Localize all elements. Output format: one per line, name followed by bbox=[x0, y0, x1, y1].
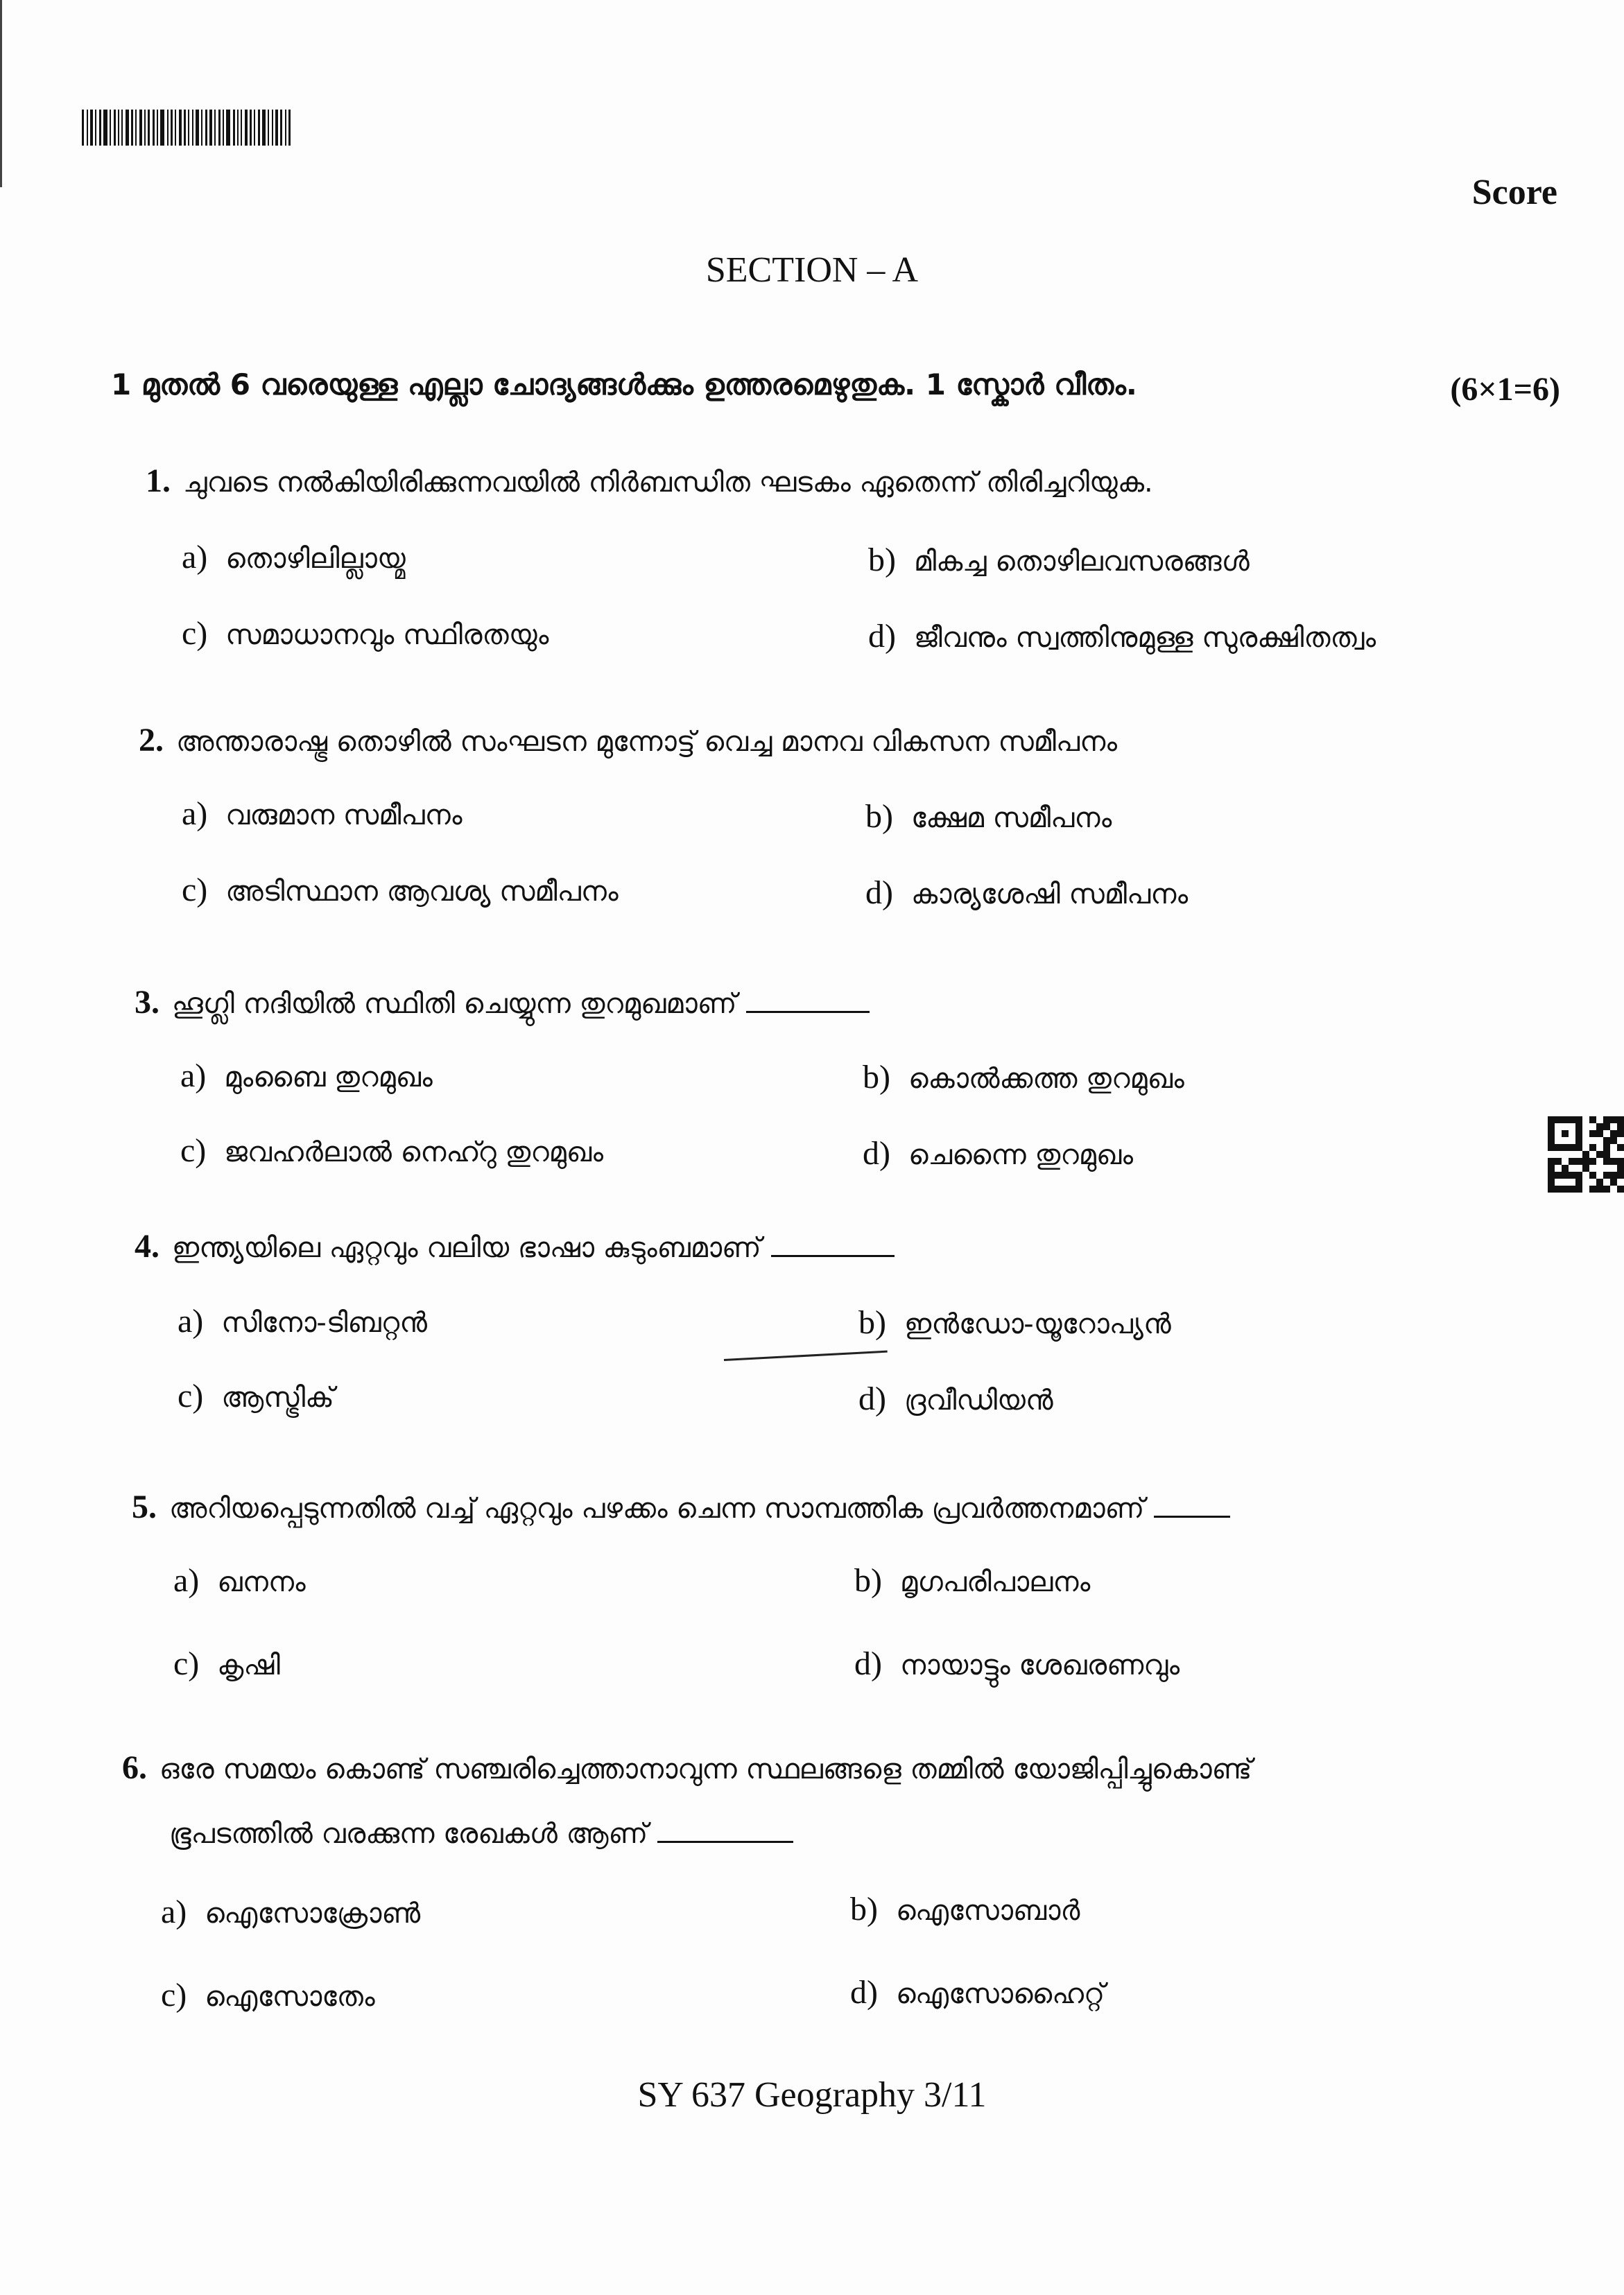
qr-module bbox=[1555, 1123, 1562, 1130]
question-text: ഇന്ത്യയിലെ ഏറ്റവും വലിയ ഭാഷാ കുടുംബമാണ് bbox=[172, 1232, 761, 1264]
option-letter: d) bbox=[863, 1135, 890, 1172]
option-letter: d) bbox=[850, 1974, 878, 2011]
option-letter: c) bbox=[173, 1645, 200, 1682]
barcode-bar bbox=[192, 110, 193, 146]
option-text: തൊഴിലില്ലായ്മ bbox=[225, 543, 406, 575]
barcode-bar bbox=[237, 110, 239, 146]
option-text: ഐസോഹൈറ്റ് bbox=[895, 1978, 1105, 2010]
qr-module bbox=[1562, 1137, 1569, 1144]
qr-module bbox=[1610, 1165, 1617, 1172]
qr-module bbox=[1596, 1123, 1603, 1130]
option-letter: c) bbox=[182, 872, 208, 908]
barcode-bar bbox=[275, 110, 278, 146]
option-2a bbox=[182, 795, 463, 833]
qr-module bbox=[1562, 1158, 1569, 1165]
option-1c bbox=[182, 614, 548, 652]
option-text: അടിസ്ഥാന ആവശ്യ സമീപനം bbox=[225, 876, 619, 908]
option-4b bbox=[858, 1304, 1171, 1342]
barcode-bar bbox=[121, 110, 123, 146]
qr-module bbox=[1617, 1123, 1624, 1130]
barcode-bar bbox=[272, 110, 273, 146]
qr-module bbox=[1596, 1179, 1603, 1186]
question-1 bbox=[146, 462, 1153, 500]
answer-blank bbox=[771, 1254, 895, 1257]
barcode-bar bbox=[95, 110, 96, 146]
qr-module bbox=[1575, 1179, 1582, 1186]
qr-module bbox=[1610, 1130, 1617, 1137]
qr-module bbox=[1569, 1186, 1575, 1193]
barcode-bar bbox=[258, 110, 260, 146]
barcode-bar bbox=[188, 110, 189, 146]
question-3 bbox=[135, 983, 870, 1021]
barcode-bar bbox=[167, 110, 169, 146]
section-title: SECTION – A bbox=[705, 250, 919, 290]
barcode-image bbox=[82, 110, 322, 146]
qr-module bbox=[1562, 1165, 1569, 1172]
qr-module bbox=[1575, 1116, 1582, 1123]
barcode-bar bbox=[241, 110, 242, 146]
qr-code-image bbox=[1548, 1116, 1624, 1193]
question-text-line2: ഭൂപടത്തിൽ വരക്കുന്ന രേഖകൾ ആണ് bbox=[169, 1818, 648, 1850]
option-3d bbox=[863, 1134, 1133, 1172]
qr-module bbox=[1548, 1116, 1555, 1123]
option-text: മൃഗപരിപാലനം bbox=[899, 1566, 1091, 1598]
option-letter: b) bbox=[858, 1304, 886, 1341]
qr-module bbox=[1555, 1144, 1562, 1151]
option-text: ഇൻഡോ-യൂറോപ്യൻ bbox=[904, 1308, 1171, 1340]
qr-module bbox=[1548, 1172, 1555, 1179]
barcode-bar bbox=[285, 110, 286, 146]
qr-module bbox=[1610, 1123, 1617, 1130]
barcode-bar bbox=[90, 110, 93, 146]
option-4c bbox=[178, 1377, 334, 1415]
qr-module bbox=[1555, 1165, 1562, 1172]
qr-module bbox=[1603, 1116, 1610, 1123]
option-letter: b) bbox=[863, 1059, 890, 1095]
qr-module bbox=[1603, 1172, 1610, 1179]
qr-module bbox=[1555, 1158, 1562, 1165]
qr-module bbox=[1548, 1130, 1555, 1137]
option-text: കാര്യശേഷി സമീപനം bbox=[910, 878, 1189, 910]
qr-module bbox=[1569, 1144, 1575, 1151]
barcode-bar bbox=[144, 110, 146, 146]
qr-module bbox=[1617, 1179, 1624, 1186]
qr-module bbox=[1603, 1158, 1610, 1165]
option-letter: d) bbox=[865, 874, 893, 911]
option-2d bbox=[865, 874, 1188, 912]
barcode-bar bbox=[157, 110, 158, 146]
qr-module bbox=[1603, 1137, 1610, 1144]
page-footer: SY 637 Geography 3/11 bbox=[637, 2075, 987, 2115]
qr-module bbox=[1575, 1151, 1582, 1158]
pen-underline-mark bbox=[724, 1351, 888, 1361]
option-letter: b) bbox=[854, 1562, 882, 1599]
barcode-bar bbox=[126, 110, 129, 146]
qr-module bbox=[1596, 1172, 1603, 1179]
barcode-bar bbox=[114, 110, 116, 146]
qr-module bbox=[1562, 1186, 1569, 1193]
barcode-bar bbox=[139, 110, 142, 146]
qr-module bbox=[1617, 1172, 1624, 1179]
option-text: ഐസോബാർ bbox=[895, 1895, 1080, 1927]
qr-module bbox=[1569, 1130, 1575, 1137]
qr-module bbox=[1562, 1151, 1569, 1158]
barcode-bar bbox=[214, 110, 216, 146]
qr-module bbox=[1555, 1137, 1562, 1144]
option-text: ക്ഷേമ സമീപനം bbox=[910, 802, 1112, 834]
qr-module bbox=[1596, 1151, 1603, 1158]
qr-module bbox=[1582, 1144, 1589, 1151]
option-text: ഐസോതേം bbox=[205, 1981, 375, 2013]
qr-module bbox=[1589, 1144, 1596, 1151]
qr-module bbox=[1610, 1179, 1617, 1186]
question-text: ചുവടെ നൽകിയിരിക്കുന്നവയിൽ നിർബന്ധിത ഘടകം ഏതെന്ന് തിരിച്ചറിയുക. bbox=[183, 467, 1153, 499]
qr-module bbox=[1589, 1158, 1596, 1165]
question-number: 5. bbox=[132, 1489, 157, 1525]
option-text: ദ്രവീഡിയൻ bbox=[904, 1385, 1053, 1417]
option-text: ഐസോക്രോൺ bbox=[205, 1898, 421, 1930]
option-text: മുംബൈ തുറമുഖം bbox=[224, 1062, 433, 1093]
qr-module bbox=[1589, 1172, 1596, 1179]
qr-module bbox=[1569, 1151, 1575, 1158]
qr-module bbox=[1548, 1165, 1555, 1172]
qr-module bbox=[1569, 1137, 1575, 1144]
barcode-bar bbox=[233, 110, 235, 146]
question-2 bbox=[139, 721, 1117, 759]
qr-module bbox=[1555, 1186, 1562, 1193]
qr-module bbox=[1610, 1137, 1617, 1144]
option-6c bbox=[161, 1976, 375, 2014]
option-text: സമാധാനവും സ്ഥിരതയും bbox=[225, 619, 549, 651]
qr-module bbox=[1617, 1186, 1624, 1193]
barcode-bar bbox=[160, 110, 164, 146]
barcode-bar bbox=[223, 110, 224, 146]
question-5 bbox=[132, 1488, 1230, 1526]
option-2b bbox=[865, 797, 1112, 835]
option-text: ജവഹർലാൽ നെഹ്റു തുറമുഖം bbox=[224, 1136, 603, 1168]
qr-module bbox=[1575, 1186, 1582, 1193]
barcode-bar bbox=[205, 110, 207, 146]
qr-module bbox=[1617, 1165, 1624, 1172]
qr-module bbox=[1562, 1179, 1569, 1186]
qr-module bbox=[1548, 1158, 1555, 1165]
barcode-bar bbox=[99, 110, 101, 146]
question-number: 4. bbox=[135, 1228, 159, 1265]
option-3b bbox=[863, 1058, 1184, 1096]
question-6 bbox=[122, 1749, 1252, 1787]
option-text: നായാട്ടും ശേഖരണവും bbox=[899, 1649, 1180, 1681]
option-text: മികച്ച തൊഴിലവസരങ്ങൾ bbox=[913, 546, 1250, 578]
barcode-bar bbox=[209, 110, 212, 146]
option-text: വരുമാന സമീപനം bbox=[225, 799, 463, 831]
score-label: Score bbox=[1471, 173, 1557, 212]
question-number: 2. bbox=[139, 722, 164, 759]
question-text: ഹൂഗ്ലി നദിയിൽ സ്ഥിതി ചെയ്യുന്ന തുറമുഖമാണ് bbox=[172, 988, 737, 1020]
question-4 bbox=[135, 1227, 895, 1265]
qr-module bbox=[1562, 1123, 1569, 1130]
option-letter: c) bbox=[161, 1977, 187, 2013]
qr-module bbox=[1555, 1130, 1562, 1137]
qr-module bbox=[1548, 1123, 1555, 1130]
barcode-bar bbox=[148, 110, 150, 146]
barcode-bar bbox=[254, 110, 255, 146]
barcode-bar bbox=[87, 110, 88, 146]
option-letter: a) bbox=[161, 1894, 187, 1930]
barcode-bar bbox=[110, 110, 111, 146]
qr-module bbox=[1562, 1130, 1569, 1137]
qr-module bbox=[1596, 1137, 1603, 1144]
qr-module bbox=[1582, 1158, 1589, 1165]
qr-module bbox=[1575, 1123, 1582, 1130]
qr-module bbox=[1617, 1130, 1624, 1137]
qr-module bbox=[1617, 1144, 1624, 1151]
qr-module bbox=[1582, 1165, 1589, 1172]
barcode-bar bbox=[280, 110, 282, 146]
barcode-bar bbox=[226, 110, 230, 146]
qr-module bbox=[1589, 1186, 1596, 1193]
option-letter: b) bbox=[850, 1891, 878, 1928]
option-letter: c) bbox=[180, 1132, 207, 1169]
barcode-bar bbox=[184, 110, 186, 146]
qr-module bbox=[1548, 1179, 1555, 1186]
option-letter: b) bbox=[868, 542, 896, 578]
option-5c bbox=[173, 1645, 280, 1683]
option-text: കൃഷി bbox=[217, 1649, 280, 1681]
qr-module bbox=[1555, 1116, 1562, 1123]
option-letter: a) bbox=[182, 795, 208, 832]
qr-module bbox=[1562, 1172, 1569, 1179]
barcode-bar bbox=[175, 110, 176, 146]
qr-module bbox=[1596, 1116, 1603, 1123]
question-number: 3. bbox=[135, 984, 159, 1021]
qr-module bbox=[1603, 1123, 1610, 1130]
option-3a bbox=[180, 1057, 433, 1095]
barcode-bar bbox=[118, 110, 119, 146]
answer-blank bbox=[657, 1839, 793, 1843]
barcode-bar bbox=[218, 110, 221, 146]
qr-module bbox=[1589, 1123, 1596, 1130]
option-3c bbox=[180, 1132, 603, 1170]
barcode-bar bbox=[153, 110, 155, 146]
qr-module bbox=[1617, 1116, 1624, 1123]
option-1a bbox=[182, 538, 406, 576]
qr-module bbox=[1569, 1172, 1575, 1179]
barcode-bar bbox=[171, 110, 173, 146]
option-2c bbox=[182, 871, 619, 909]
question-number: 1. bbox=[146, 462, 171, 499]
section-instruction: 1 മുതൽ 6 വരെയുള്ള എല്ലാ ചോദ്യങ്ങൾക്കും ഉത്തരമെഴുതുക. 1 സ്കോർ വീതം. bbox=[111, 367, 1137, 401]
qr-module bbox=[1582, 1123, 1589, 1130]
qr-module bbox=[1582, 1172, 1589, 1179]
option-letter: a) bbox=[182, 539, 208, 575]
barcode-bar bbox=[196, 110, 199, 146]
qr-module bbox=[1569, 1158, 1575, 1165]
option-letter: a) bbox=[178, 1303, 204, 1340]
qr-module bbox=[1569, 1165, 1575, 1172]
section-marks: (6×1=6) bbox=[1450, 371, 1560, 408]
qr-module bbox=[1610, 1144, 1617, 1151]
qr-module bbox=[1617, 1158, 1624, 1165]
qr-module bbox=[1596, 1165, 1603, 1172]
qr-module bbox=[1548, 1144, 1555, 1151]
qr-module bbox=[1603, 1151, 1610, 1158]
qr-module bbox=[1589, 1130, 1596, 1137]
qr-module bbox=[1548, 1137, 1555, 1144]
barcode-bar bbox=[82, 110, 84, 146]
option-letter: c) bbox=[178, 1378, 204, 1414]
qr-module bbox=[1603, 1130, 1610, 1137]
qr-module bbox=[1582, 1186, 1589, 1193]
option-text: ഖനനം bbox=[217, 1566, 306, 1598]
option-letter: d) bbox=[854, 1645, 882, 1682]
qr-module bbox=[1589, 1179, 1596, 1186]
scan-edge-line bbox=[0, 0, 2, 187]
qr-module bbox=[1575, 1172, 1582, 1179]
barcode-bar bbox=[201, 110, 202, 146]
qr-module bbox=[1617, 1151, 1624, 1158]
qr-module bbox=[1569, 1116, 1575, 1123]
qr-module bbox=[1569, 1179, 1575, 1186]
qr-module bbox=[1582, 1179, 1589, 1186]
option-text: സിനോ-ടിബറ്റൻ bbox=[221, 1307, 428, 1339]
qr-module bbox=[1575, 1158, 1582, 1165]
option-1b bbox=[868, 541, 1250, 579]
option-letter: a) bbox=[173, 1562, 200, 1599]
option-text: ജീവനും സ്വത്തിനുമുള്ള സുരക്ഷിതത്വം bbox=[913, 622, 1376, 654]
qr-module bbox=[1555, 1179, 1562, 1186]
option-letter: d) bbox=[858, 1380, 886, 1417]
option-6b bbox=[850, 1890, 1080, 1928]
option-6d bbox=[850, 1973, 1105, 2011]
qr-module bbox=[1575, 1144, 1582, 1151]
qr-module bbox=[1610, 1158, 1617, 1165]
qr-module bbox=[1548, 1186, 1555, 1193]
qr-module bbox=[1610, 1116, 1617, 1123]
qr-module bbox=[1548, 1151, 1555, 1158]
option-6a bbox=[161, 1893, 420, 1931]
option-text: ചെന്നൈ തുറമുഖം bbox=[908, 1139, 1134, 1171]
question-text: ഒരേ സമയം കൊണ്ട് സഞ്ചരിച്ചെത്താനാവുന്ന സ്ഥലങ്ങളെ തമ്മിൽ യോജിപ്പിച്ചുകൊണ്ട് bbox=[159, 1753, 1252, 1785]
question-text: അന്താരാഷ്ട്ര തൊഴിൽ സംഘടന മുന്നോട്ട് വെച്ച മാനവ വികസന സമീപനം bbox=[176, 726, 1118, 758]
qr-module bbox=[1582, 1137, 1589, 1144]
qr-module bbox=[1589, 1116, 1596, 1123]
answer-blank bbox=[746, 1010, 870, 1013]
option-4d bbox=[858, 1380, 1053, 1418]
barcode-bar bbox=[250, 110, 252, 146]
qr-module bbox=[1582, 1130, 1589, 1137]
qr-module bbox=[1575, 1165, 1582, 1172]
qr-module bbox=[1596, 1158, 1603, 1165]
qr-module bbox=[1562, 1116, 1569, 1123]
qr-module bbox=[1575, 1130, 1582, 1137]
question-text: അറിയപ്പെടുന്നതിൽ വച്ച് ഏറ്റവും പഴക്കം ചെന്ന സാമ്പത്തിക പ്രവർത്തനമാണ് bbox=[169, 1493, 1145, 1525]
option-text: കൊൽക്കത്ത തുറമുഖം bbox=[908, 1063, 1184, 1095]
qr-module bbox=[1575, 1137, 1582, 1144]
qr-module bbox=[1555, 1172, 1562, 1179]
qr-module bbox=[1596, 1144, 1603, 1151]
option-5b bbox=[854, 1561, 1090, 1600]
qr-module bbox=[1582, 1151, 1589, 1158]
qr-module bbox=[1589, 1151, 1596, 1158]
qr-module bbox=[1596, 1186, 1603, 1193]
qr-module bbox=[1589, 1137, 1596, 1144]
qr-module bbox=[1562, 1144, 1569, 1151]
answer-blank bbox=[1154, 1514, 1230, 1518]
qr-module bbox=[1610, 1186, 1617, 1193]
qr-module bbox=[1610, 1172, 1617, 1179]
option-letter: b) bbox=[865, 798, 893, 835]
qr-module bbox=[1603, 1179, 1610, 1186]
qr-module bbox=[1589, 1165, 1596, 1172]
option-1d bbox=[868, 617, 1376, 655]
barcode-bar bbox=[135, 110, 137, 146]
question-6-line2 bbox=[169, 1818, 793, 1850]
qr-module bbox=[1617, 1137, 1624, 1144]
question-number: 6. bbox=[122, 1749, 147, 1786]
qr-module bbox=[1596, 1130, 1603, 1137]
qr-module bbox=[1603, 1144, 1610, 1151]
option-5a bbox=[173, 1561, 306, 1600]
option-4a bbox=[178, 1302, 427, 1340]
option-5d bbox=[854, 1645, 1180, 1683]
option-text: ആസ്ട്രിക് bbox=[221, 1382, 334, 1414]
qr-module bbox=[1582, 1116, 1589, 1123]
barcode-bar bbox=[131, 110, 133, 146]
qr-module bbox=[1555, 1151, 1562, 1158]
barcode-bar bbox=[103, 110, 107, 146]
barcode-bar bbox=[288, 110, 291, 146]
option-letter: d) bbox=[868, 618, 896, 655]
option-letter: c) bbox=[182, 615, 208, 652]
barcode-bar bbox=[268, 110, 269, 146]
barcode-bar bbox=[245, 110, 248, 146]
option-letter: a) bbox=[180, 1057, 207, 1094]
barcode-bar bbox=[262, 110, 266, 146]
qr-module bbox=[1569, 1123, 1575, 1130]
qr-module bbox=[1610, 1151, 1617, 1158]
barcode-bar bbox=[179, 110, 182, 146]
qr-module bbox=[1603, 1186, 1610, 1193]
qr-module bbox=[1603, 1165, 1610, 1172]
